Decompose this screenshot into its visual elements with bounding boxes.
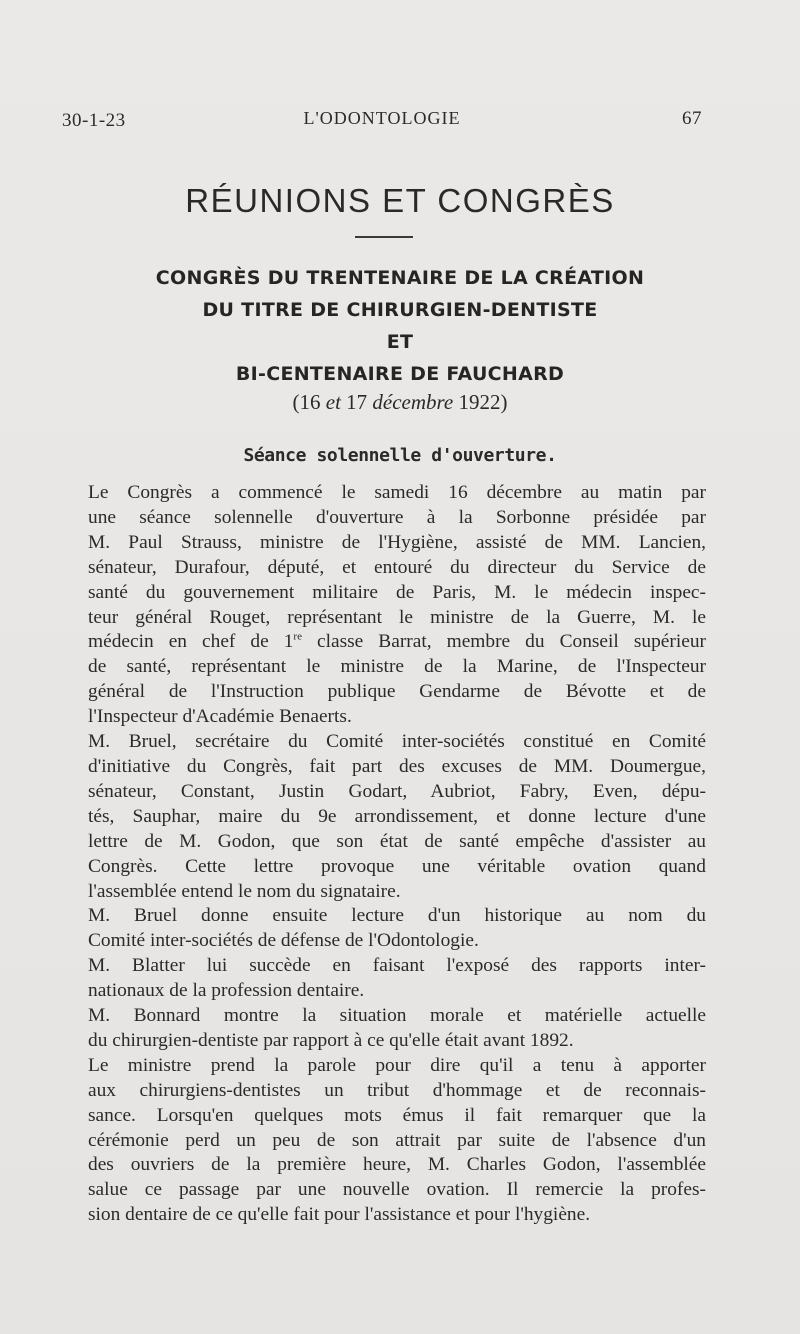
text-line: santé du gouvernement militaire de Paris, M. le médecin inspec- <box>88 581 706 603</box>
text-line: des ouvriers de la première heure, M. Charles Godon, l'assemblée <box>88 1154 706 1176</box>
text-line: nationaux de la profession dentaire. <box>88 980 365 1002</box>
text-line: du chirurgien-dentiste par rapport à ce qu'elle était avant 1892. <box>88 1029 574 1051</box>
text-fragment: médecin en chef de 1 <box>88 631 294 653</box>
text-line: l'Inspecteur d'Académie Benaerts. <box>88 706 352 728</box>
text-line: de santé, représentant le ministre de la Marine, de l'Inspecteur <box>88 656 706 678</box>
title-divider <box>355 236 413 238</box>
text-line: tés, Sauphar, maire du 9e arrondissement, et donne lecture d'une <box>88 805 706 827</box>
dates-mid: 17 <box>340 390 373 414</box>
dates-month: décembre <box>372 390 454 414</box>
text-line: aux chirurgiens-dentistes un tribut d'hommage et de reconnais- <box>88 1079 706 1101</box>
paragraph <box>62 1004 706 1054</box>
section-title: RÉUNIONS ET CONGRÈS <box>185 182 615 219</box>
text-line: sénateur, Durafour, député, et entouré du directeur du Service de <box>88 556 706 578</box>
ordinal-superscript: re <box>293 630 302 643</box>
text-line: Congrès. Cette lettre provoque une véritable ovation quand <box>88 855 706 877</box>
congress-title-line: DU TITRE DE CHIRURGIEN-DENTISTE <box>202 299 598 321</box>
paragraph <box>62 481 706 730</box>
text-line: l'assemblée entend le nom du signataire. <box>88 880 401 902</box>
text-line: teur général Rouget, représentant le ministre de la Guerre, M. le <box>88 606 706 628</box>
text-line: Le Congrès a commencé le samedi 16 décembre au matin par <box>88 482 706 503</box>
text-line: M. Paul Strauss, ministre de l'Hygiène, assisté de MM. Lancien, <box>88 531 706 553</box>
text-line: cérémonie perd un peu de son attrait par suite de l'absence d'un <box>88 1129 706 1151</box>
congress-dates <box>0 390 800 415</box>
session-heading: Séance solennelle d'ouverture. <box>243 445 557 466</box>
dates-et: et <box>325 390 341 414</box>
text-line: sion dentaire de ce qu'elle fait pour l'assistance et pour l'hygiène. <box>88 1204 591 1226</box>
congress-title <box>60 262 740 390</box>
text-line: sénateur, Constant, Justin Godart, Aubriot, Fabry, Even, dépu- <box>88 780 706 802</box>
text-line: sance. Lorsqu'en quelques mots émus il fait remarquer que la <box>88 1104 706 1126</box>
text-line: général de l'Instruction publique Gendarme de Bévotte et de <box>88 681 706 703</box>
text-line: Le ministre prend la parole pour dire qu'il a tenu à apporter <box>88 1054 706 1076</box>
text-line: lettre de M. Godon, que son état de santé empêche d'assister au <box>88 830 706 852</box>
congress-title-line: ET <box>386 331 414 353</box>
text-line: M. Bonnard montre la situation morale et matérielle actuelle <box>88 1005 706 1027</box>
text-line: d'initiative du Congrès, fait part des excuses de MM. Doumergue, <box>88 755 706 777</box>
running-head <box>62 108 702 138</box>
paragraph <box>62 1054 706 1228</box>
text-line: salue ce passage par une nouvelle ovation. Il remercie la profes- <box>88 1179 706 1201</box>
congress-title-line: CONGRÈS DU TRENTENAIRE DE LA CRÉATION <box>155 267 645 289</box>
dates-open: (16 <box>292 390 326 414</box>
dates-close: 1922) <box>453 390 508 414</box>
text-line-with-superscript <box>62 630 706 655</box>
page-number: 67 <box>682 108 702 129</box>
text-line: Comité inter-sociétés de défense de l'Odontologie. <box>88 930 479 952</box>
paragraph <box>62 954 706 1004</box>
paragraph <box>62 904 706 954</box>
text-line: M. Blatter lui succède en faisant l'exposé des rapports inter- <box>88 955 706 977</box>
paragraph <box>62 730 706 904</box>
text-line: M. Bruel donne ensuite lecture d'un historique au nom du <box>88 905 706 927</box>
congress-title-line: BI-CENTENAIRE DE FAUCHARD <box>235 363 565 385</box>
text-line: M. Bruel, secrétaire du Comité inter-sociétés constitué en Comité <box>88 731 706 753</box>
text-fragment: classe Barrat, membre du Conseil supérieur <box>301 631 706 653</box>
text-line: une séance solennelle d'ouverture à la Sorbonne présidée par <box>88 506 706 528</box>
article-body <box>62 481 706 1228</box>
issue-date: 30-1-23 <box>62 110 126 131</box>
journal-name: L'ODONTOLOGIE <box>303 108 461 128</box>
